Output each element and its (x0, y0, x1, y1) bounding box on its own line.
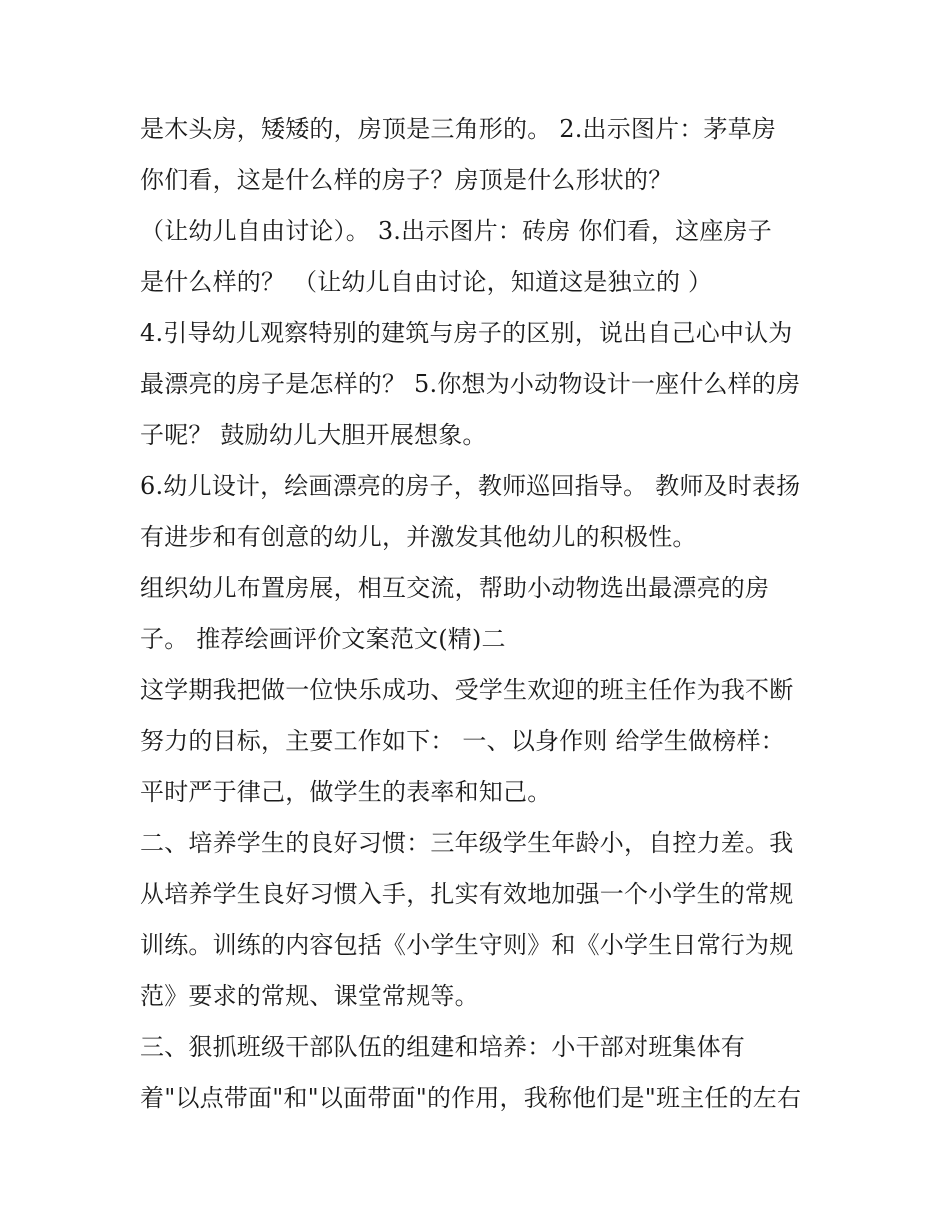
text-line: 努力的目标，主要工作如下： 一、以身作则 给学生做榜样： (140, 727, 785, 755)
text-line: 是什么样的？ （让幼儿自由讨论，知道这是独立的 ） (140, 268, 713, 296)
text-line: 子呢？ 鼓励幼儿大胆开展想象。 (140, 421, 487, 449)
text-line: 范》要求的常规、课堂常规等。 (140, 982, 479, 1010)
text-line: 这学期我把做一位快乐成功、受学生欢迎的班主任作为我不断 (140, 676, 794, 704)
text-line: 三、狠抓班级干部队伍的组建和培养：小干部对班集体有 (140, 1033, 745, 1061)
text-line: 最漂亮的房子是怎样的？ 5.你想为小动物设计一座什么样的房 (140, 370, 801, 398)
text-line: 4.引导幼儿观察特别的建筑与房子的区别，说出自己心中认为 (140, 319, 793, 347)
text-line: 平时严于律己，做学生的表率和知己。 (140, 778, 552, 806)
text-line: 子。 推荐绘画评价文案范文(精)二 (140, 625, 506, 653)
document-body (140, 104, 830, 1124)
text-line: 是木头房，矮矮的，房顶是三角形的。 2.出示图片：茅草房 (140, 115, 777, 143)
text-line: 有进步和有创意的幼儿，并激发其他幼儿的积极性。 (140, 523, 697, 551)
text-line: 从培养学生良好习惯入手，扎实有效地加强一个小学生的常规 (140, 880, 794, 908)
text-line: 组织幼儿布置房展，相互交流，帮助小动物选出最漂亮的房 (140, 574, 770, 602)
text-line: 二、培养学生的良好习惯：三年级学生年龄小，自控力差。我 (140, 829, 794, 857)
text-line: 训练。训练的内容包括《小学生守则》和《小学生日常行为规 (140, 931, 794, 959)
text-line: 着"以点带面"和"以面带面"的作用，我称他们是"班主任的左右 (140, 1084, 802, 1112)
text-line: （让幼儿自由讨论）。 3.出示图片：砖房 你们看，这座房子 (140, 217, 772, 245)
text-line: 6.幼儿设计，绘画漂亮的房子，教师巡回指导。 教师及时表扬 (140, 472, 801, 500)
text-line: 你们看，这是什么样的房子？房顶是什么形状的？ (140, 166, 673, 194)
